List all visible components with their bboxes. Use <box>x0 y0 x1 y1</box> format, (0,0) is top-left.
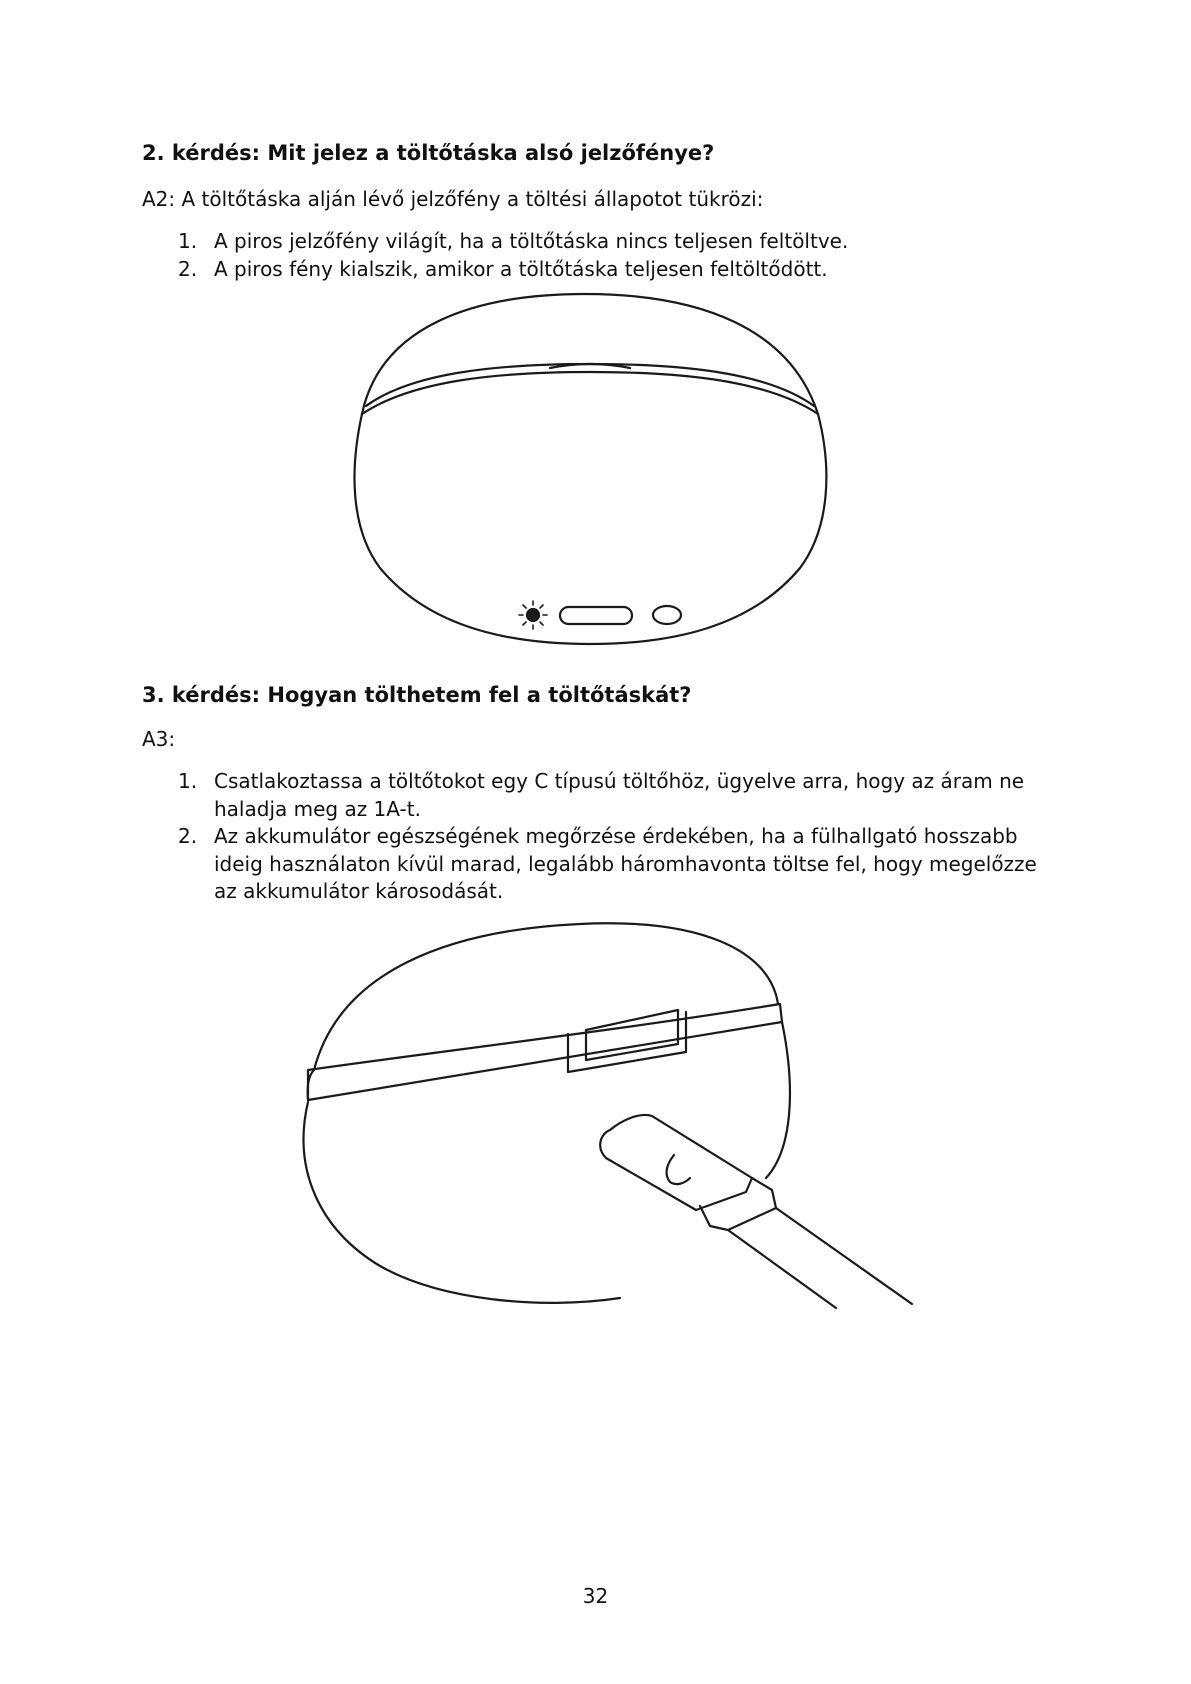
usb-port-icon <box>560 607 632 624</box>
list-item: 1. A piros jelzőfény világít, ha a töltőtáska nincs teljesen feltöltve. <box>178 229 849 253</box>
list-item: 2. Az akkumulátor egészségének megőrzése érdekében, ha a fülhallgató hosszabb ideig használaton kívül marad, legalább háromhavonta töltse fel, hogy megelőzze az akkumulátor károsodását. <box>178 824 1037 903</box>
answer-2-list <box>142 228 1042 283</box>
list-item: 2. A piros fény kialszik, amikor a töltőtáska teljesen feltöltődött. <box>178 256 828 281</box>
indicator-light-icon <box>527 609 539 621</box>
list-item-text: A piros fény kialszik, amikor a töltőtáska teljesen feltöltődött. <box>214 256 828 281</box>
question-3-heading: 3. kérdés: Hogyan tölthetem fel a töltőtáskát? <box>142 683 692 707</box>
list-item-text: Csatlakoztassa a töltőtokot egy C típusú töltőhöz, ügyelve arra, hogy az áram ne haladja meg az 1A-t. <box>214 769 1025 821</box>
list-item-text: Az akkumulátor egészségének megőrzése érdekében, ha a fülhallgató hosszabb ideig használaton kívül marad, legalább háromhavonta töltse fel, hogy megelőzze az akkumulátor károsodását. <box>214 824 1037 903</box>
list-item: 1. Csatlakoztassa a töltőtokot egy C típusú töltőhöz, ügyelve arra, hogy az áram ne haladja meg az 1A-t. <box>178 769 1025 821</box>
charging-case-bottom-illustration <box>350 288 840 648</box>
answer-3-list <box>142 768 1042 906</box>
list-item-text: A piros jelzőfény világít, ha a töltőtáska nincs teljesen feltöltve. <box>214 229 849 253</box>
charging-case-cable-illustration <box>300 910 920 1320</box>
reset-button-icon <box>653 606 681 624</box>
question-2-heading: 2. kérdés: Mit jelez a töltőtáska alsó jelzőfénye? <box>142 141 715 165</box>
answer-3-intro: A3: <box>142 727 176 751</box>
page-number: 32 <box>582 1584 609 1608</box>
answer-2-intro: A2: A töltőtáska alján lévő jelzőfény a töltési állapotot tükrözi: <box>142 187 764 211</box>
